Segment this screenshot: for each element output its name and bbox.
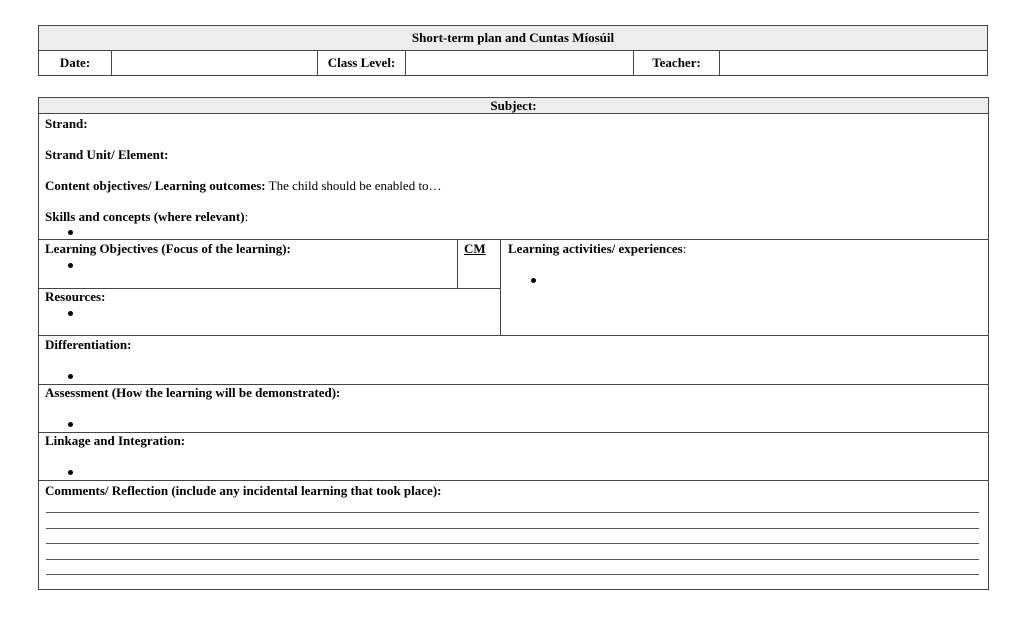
- divider: [39, 480, 988, 481]
- skills-concepts: [45, 209, 248, 224]
- differentiation-label: Differentiation:: [45, 337, 132, 352]
- writing-line: [46, 543, 979, 544]
- teacher-label: Teacher:: [652, 55, 701, 70]
- plan-title: Short-term plan and Cuntas Míosúil: [39, 26, 987, 51]
- content-objectives-label: Content objectives/ Learning outcomes:: [45, 178, 266, 193]
- divider: [500, 239, 501, 335]
- cm-label: CM: [464, 241, 486, 256]
- comments-label: Comments/ Reflection (include any incidental learning that took place):: [45, 483, 442, 498]
- assessment-label: Assessment (How the learning will be demonstrated):: [45, 385, 341, 400]
- header-table: [38, 25, 988, 76]
- content-objectives: [45, 178, 442, 193]
- writing-line: [46, 512, 979, 513]
- learning-activities-label: Learning activities/ experiences: [508, 241, 683, 256]
- bullet-icon: [68, 230, 73, 235]
- bullet-icon: [68, 311, 73, 316]
- content-objectives-text: The child should be enabled to…: [265, 178, 442, 193]
- divider: [39, 335, 988, 336]
- subject-header: Subject:: [39, 98, 988, 114]
- writing-line: [46, 528, 979, 529]
- writing-line: [46, 574, 979, 575]
- skills-colon: :: [244, 209, 249, 224]
- divider: [457, 239, 458, 288]
- class-level-field[interactable]: [406, 51, 633, 76]
- linkage-label: Linkage and Integration:: [45, 433, 186, 448]
- skills-label: Skills and concepts (where relevant): [45, 209, 245, 224]
- writing-line: [46, 559, 979, 560]
- divider: [39, 239, 988, 240]
- learning-objectives-label: Learning Objectives (Focus of the learning):: [45, 241, 291, 256]
- plan-table: [38, 97, 989, 590]
- resources-label: Resources:: [45, 289, 106, 304]
- strand-label: Strand:: [45, 116, 88, 131]
- teacher-field[interactable]: [720, 51, 987, 76]
- strand-unit-label: Strand Unit/ Element:: [45, 147, 169, 162]
- divider: [39, 288, 501, 289]
- learning-activities-colon: :: [682, 241, 687, 256]
- class-level-label: Class Level:: [327, 55, 396, 70]
- learning-activities: [508, 241, 686, 256]
- bullet-icon: [68, 263, 73, 268]
- bullet-icon: [68, 422, 73, 427]
- bullet-icon: [531, 278, 536, 283]
- date-field[interactable]: [112, 51, 317, 76]
- bullet-icon: [68, 374, 73, 379]
- date-label: Date:: [59, 55, 91, 70]
- bullet-icon: [68, 470, 73, 475]
